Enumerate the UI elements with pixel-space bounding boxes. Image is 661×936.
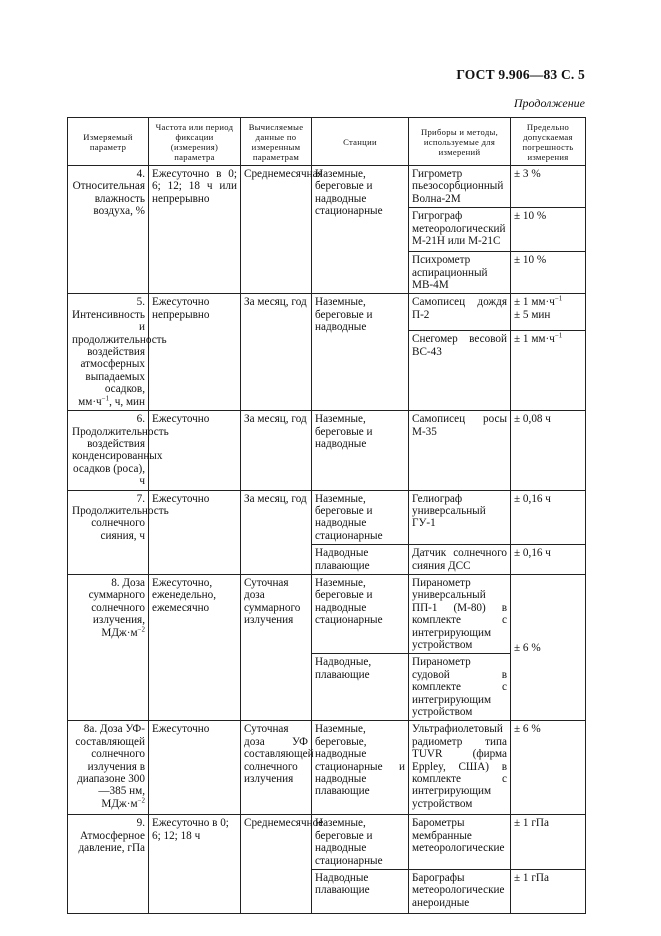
device-cell: Пиранометр универсальный ПП-1 (М-80) в комплекте с интегрирующим устройством — [409, 574, 511, 653]
calculated-cell: Среднемесячное — [241, 815, 312, 914]
error-sup: −1 — [554, 331, 563, 340]
device-cell: Самописец росы М-35 — [409, 411, 511, 490]
table-row — [68, 574, 586, 653]
frequency-cell: Ежесуточно в 0; 6; 12; 18 ч — [149, 815, 241, 914]
param-text: 5. Интенсивность и продолжительность воздействия атмосферных выпадаемых осадков, мм·ч — [72, 296, 167, 408]
error-cell: ± 1 гПа — [511, 815, 586, 870]
param-cell — [68, 574, 149, 720]
continuation-label: Продолжение — [513, 96, 585, 110]
col-header-devices: Приборы и методы, используемые для измерений — [409, 118, 511, 166]
error-cell: ± 0,16 ч — [511, 545, 586, 575]
param-text: 8а. Доза УФ-составляющей солнечного излучения в диапазоне 300—385 нм, МДж·м — [75, 723, 145, 810]
param-cell: 6. Продолжительность воздействия конденсированных осадков (роса), ч — [68, 411, 149, 490]
device-cell: Датчик солнечного сияния ДСС — [409, 545, 511, 575]
frequency-cell: Ежесуточно — [149, 721, 241, 815]
device-cell: Гигрометр пьезосорбционный Волна-2М — [409, 166, 511, 208]
col-header-stations: Станции — [312, 118, 409, 166]
table-row — [68, 411, 586, 490]
error-sup: −1 — [554, 294, 563, 303]
param-cell: 9. Атмосферное давление, гПа — [68, 815, 149, 914]
calculated-cell: За месяц, год — [241, 294, 312, 411]
device-cell: Пиранометр судовой в комплекте с интегрирующим устройством — [409, 654, 511, 721]
parameters-table — [67, 117, 586, 914]
error-cell — [511, 294, 586, 331]
table-row — [68, 721, 586, 815]
error-cell — [511, 331, 586, 411]
error-cell: ± 0,08 ч — [511, 411, 586, 490]
frequency-cell: Ежесуточно, еженедельно, ежемесячно — [149, 574, 241, 720]
param-cell: 7. Продолжительность солнечного сияния, ч — [68, 490, 149, 574]
frequency-cell: Ежесуточно непрерывно — [149, 294, 241, 411]
calculated-cell: Суточная доза УФ составляющей солнечного излучения — [241, 721, 312, 815]
table-row — [68, 294, 586, 331]
station-cell: Наземные, береговые, надводные стационарные и надводные плавающие — [312, 721, 409, 815]
device-cell: Психрометр аспирационный МВ-4М — [409, 252, 511, 294]
error-value: ± 1 мм·ч — [514, 333, 555, 346]
station-cell: Надводные плавающие — [312, 545, 409, 575]
error-cell: ± 6 % — [511, 721, 586, 815]
calculated-cell: За месяц, год — [241, 411, 312, 490]
table-header-row — [68, 118, 586, 166]
station-cell: Наземные, береговые и надводные стационарные — [312, 574, 409, 653]
param-sup: −2 — [137, 624, 145, 633]
error-cell: ± 1 гПа — [511, 870, 586, 914]
device-cell: Барометры мембранные метеорологические — [409, 815, 511, 870]
device-cell: Ультрафиолетовый радиометр типа TUVR (фирма Eppley, США) в комплекте с интегрирующим устройством — [409, 721, 511, 815]
param-sup: −1 — [101, 393, 110, 402]
device-cell: Барографы метеорологические анероидные — [409, 870, 511, 914]
col-header-parameter: Измеряемый параметр — [68, 118, 149, 166]
station-cell: Надводные плавающие — [312, 870, 409, 914]
error-cell: ± 3 % — [511, 166, 586, 208]
frequency-cell: Ежесуточно — [149, 490, 241, 574]
error-cell: ± 10 % — [511, 208, 586, 252]
station-cell: Наземные, береговые и надводные — [312, 411, 409, 490]
station-cell: Наземные, береговые и надводные — [312, 294, 409, 411]
param-cell — [68, 294, 167, 411]
table-row — [68, 166, 586, 208]
calculated-cell: Среднемесячная — [241, 166, 312, 294]
col-header-error: Предельно допускаемая погрешность измерения — [511, 118, 586, 166]
device-cell: Гигрограф метеорологический М-21Н или М-21С — [409, 208, 511, 252]
station-cell: Надводные, плавающие — [312, 654, 409, 721]
error-value-2: ± 5 мин — [514, 308, 551, 321]
table-row — [68, 490, 586, 545]
device-cell: Гелиограф универсальный ГУ-1 — [409, 490, 511, 545]
calculated-cell: За месяц, год — [241, 490, 312, 574]
param-cell: 4. Относительная влажность воздуха, % — [68, 166, 149, 294]
table-row — [68, 815, 586, 870]
error-value: ± 1 мм·ч — [514, 296, 555, 309]
param-cell — [68, 721, 149, 815]
param-tail: , ч, мин — [109, 395, 145, 408]
error-cell: ± 6 % — [511, 574, 586, 720]
device-cell: Самописец дождя П-2 — [409, 294, 511, 331]
page-header: ГОСТ 9.906—83 С. 5 — [456, 67, 585, 82]
param-text: 8. Доза суммарного солнечного излучения, МДж·м — [88, 576, 145, 639]
param-sup: −2 — [137, 796, 145, 805]
frequency-cell: Ежесуточно в 0; 6; 12; 18 ч или непрерывно — [149, 166, 241, 294]
error-cell: ± 0,16 ч — [511, 490, 586, 545]
col-header-frequency: Частота или период фиксации (измерения) параметра — [149, 118, 241, 166]
col-header-calculated: Вычисляемые данные по измеренным параметрам — [241, 118, 312, 166]
station-cell: Наземные, береговые и надводные стационарные — [312, 490, 409, 545]
station-cell: Наземные, береговые и надводные стационарные — [312, 815, 409, 870]
calculated-cell: Суточная доза суммарного излучения — [241, 574, 312, 720]
error-cell: ± 10 % — [511, 252, 586, 294]
frequency-cell: Ежесуточно — [149, 411, 241, 490]
device-cell: Снегомер весовой ВС-43 — [409, 331, 511, 411]
station-cell: Наземные, береговые и надводные стационарные — [312, 166, 409, 294]
